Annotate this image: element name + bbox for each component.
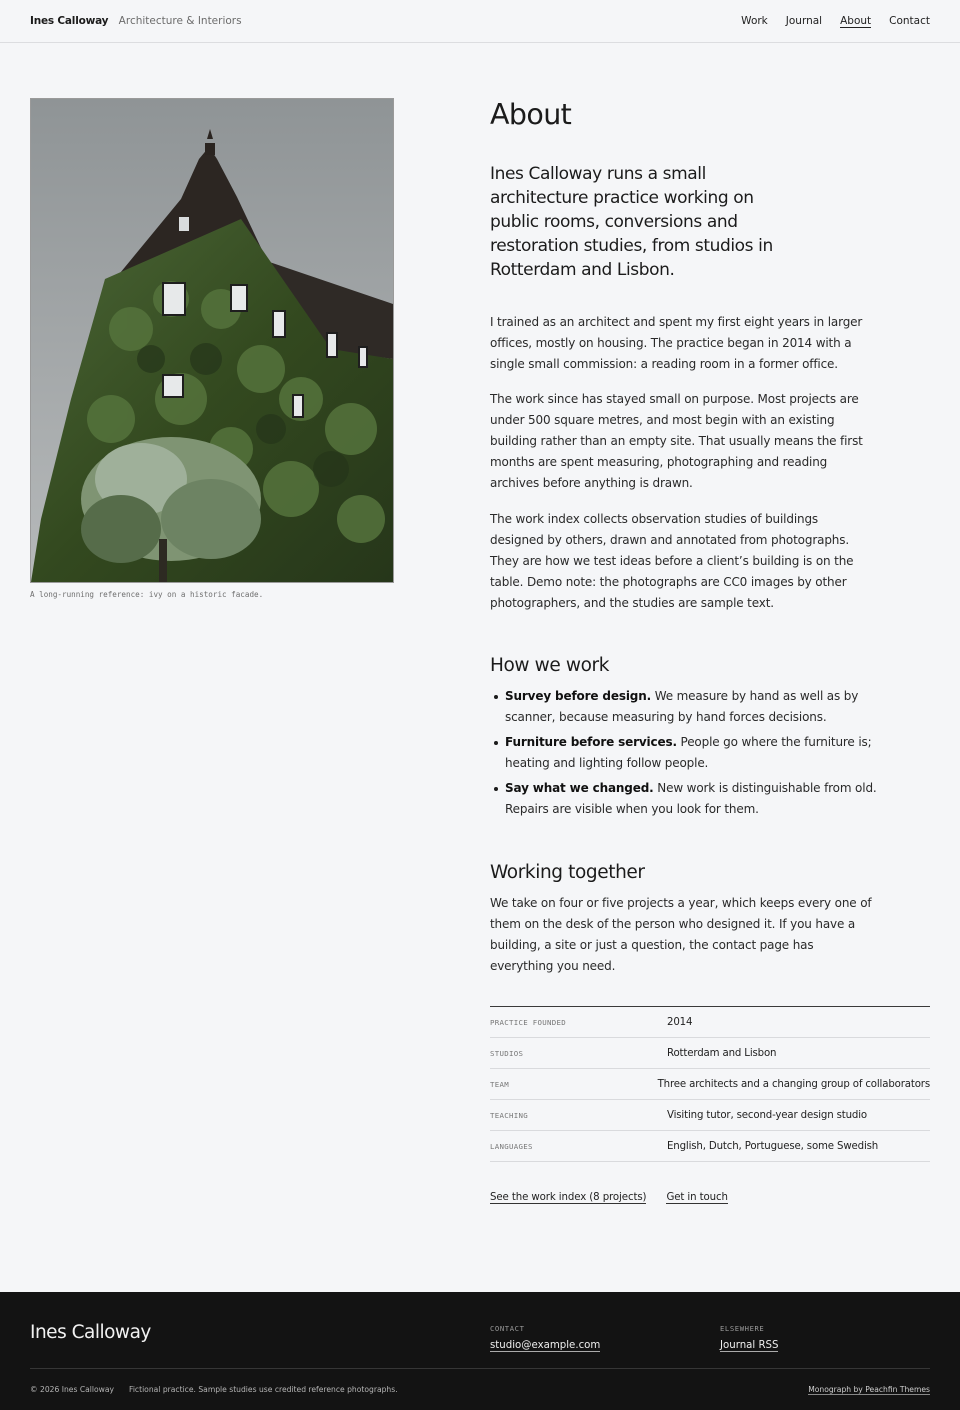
get-in-touch-link[interactable]: Get in touch — [666, 1192, 728, 1203]
footer-contact — [490, 1324, 600, 1352]
facade-photo — [30, 98, 394, 583]
brand-name[interactable]: Ines Calloway — [30, 15, 109, 27]
principle-title: Furniture before services. — [505, 735, 677, 749]
fact-key: PRACTICE FOUNDED — [490, 1017, 566, 1027]
photo-caption: A long-running reference: ivy on a historic facade. — [30, 590, 264, 599]
nav-contact[interactable]: Contact — [889, 15, 930, 27]
principle-item — [490, 732, 880, 774]
ivy-building-illustration — [31, 99, 393, 582]
principle-title: Say what we changed. — [505, 781, 654, 795]
how-we-work-heading: How we work — [490, 655, 610, 676]
fact-value: Visiting tutor, second-year design studio — [667, 1109, 868, 1121]
principle-text: We measure by hand as well as by scanner, because measuring by hand forces decisions. — [505, 689, 859, 724]
fact-key: TEACHING — [490, 1110, 528, 1120]
elsewhere-label: ELSEWHERE — [720, 1324, 765, 1333]
principle-text: New work is distinguishable from old. Repairs are visible when you look for them. — [505, 781, 877, 816]
contact-email-link[interactable]: studio@example.com — [490, 1340, 601, 1351]
cta-links — [490, 1192, 728, 1204]
contact-label: CONTACT — [490, 1324, 525, 1333]
principle-item — [490, 778, 880, 820]
page-title: About — [490, 98, 572, 131]
fact-row — [490, 1007, 930, 1038]
working-together-heading: Working together — [490, 862, 645, 883]
site-header — [0, 0, 960, 43]
fact-row — [490, 1100, 930, 1131]
fact-value: Rotterdam and Lisbon — [667, 1047, 777, 1059]
working-together-text: We take on four or five projects a year, which keeps every one of them on the desk of the person who designed it. If you have a building, a site or just a question, the contact page has everything you need. — [490, 896, 872, 973]
footer-divider — [30, 1368, 930, 1369]
body-paragraph: The work since has stayed small on purpose. Most projects are under 500 square metres, and most begin with an existing building rather than an empty site. That usually means the first months are spent measuring, photographing and reading archives before anything is drawn. — [490, 392, 863, 490]
footer-elsewhere — [720, 1324, 778, 1352]
fact-value: Three architects and a changing group of collaborators — [657, 1078, 930, 1090]
principles-list — [490, 686, 880, 824]
principle-item — [490, 686, 880, 728]
lede: Ines Calloway runs a small architecture practice working on public rooms, conversions and restoration studies, from studios in Rotterdam and Lisbon. — [490, 164, 773, 280]
fact-row — [490, 1069, 930, 1100]
fact-row — [490, 1038, 930, 1069]
fact-key: STUDIOS — [490, 1048, 524, 1058]
footer-brand: Ines Calloway — [30, 1322, 151, 1343]
site-footer — [0, 1292, 960, 1410]
main-nav — [741, 15, 930, 28]
body-paragraph: The work index collects observation studies of buildings designed by others, drawn and annotated from photographs. They are how we test ideas before a client’s building is on the table. Demo note: the photographs are CC0 images by other photographers, and the studies are sample text. — [490, 512, 854, 610]
work-index-link[interactable]: See the work index (8 projects) — [490, 1192, 647, 1203]
facts-table — [490, 1006, 930, 1162]
brand[interactable] — [30, 15, 242, 27]
fact-key: LANGUAGES — [490, 1141, 533, 1151]
fact-value: 2014 — [667, 1016, 693, 1028]
body-paragraph: I trained as an architect and spent my first eight years in larger offices, mostly on housing. The practice began in 2014 with a single small commission: a reading room in a former office. — [490, 315, 863, 371]
principle-text: People go where the furniture is; heating and lighting follow people. — [505, 735, 872, 770]
fact-row — [490, 1131, 930, 1162]
journal-rss-link[interactable]: Journal RSS — [720, 1340, 779, 1351]
nav-work[interactable]: Work — [741, 15, 768, 27]
copyright: © 2026 Ines Calloway — [30, 1385, 115, 1394]
fact-key: TEAM — [490, 1079, 509, 1089]
nav-about[interactable]: About — [840, 15, 872, 27]
brand-tagline: Architecture & Interiors — [118, 15, 242, 27]
theme-credit-link[interactable]: Monograph by Peachfin Themes — [808, 1385, 930, 1394]
principle-title: Survey before design. — [505, 689, 652, 703]
footer-note: Fictional practice. Sample studies use credited reference photographs. — [129, 1385, 398, 1394]
nav-journal[interactable]: Journal — [785, 15, 823, 27]
fact-value: English, Dutch, Portuguese, some Swedish — [667, 1140, 879, 1152]
